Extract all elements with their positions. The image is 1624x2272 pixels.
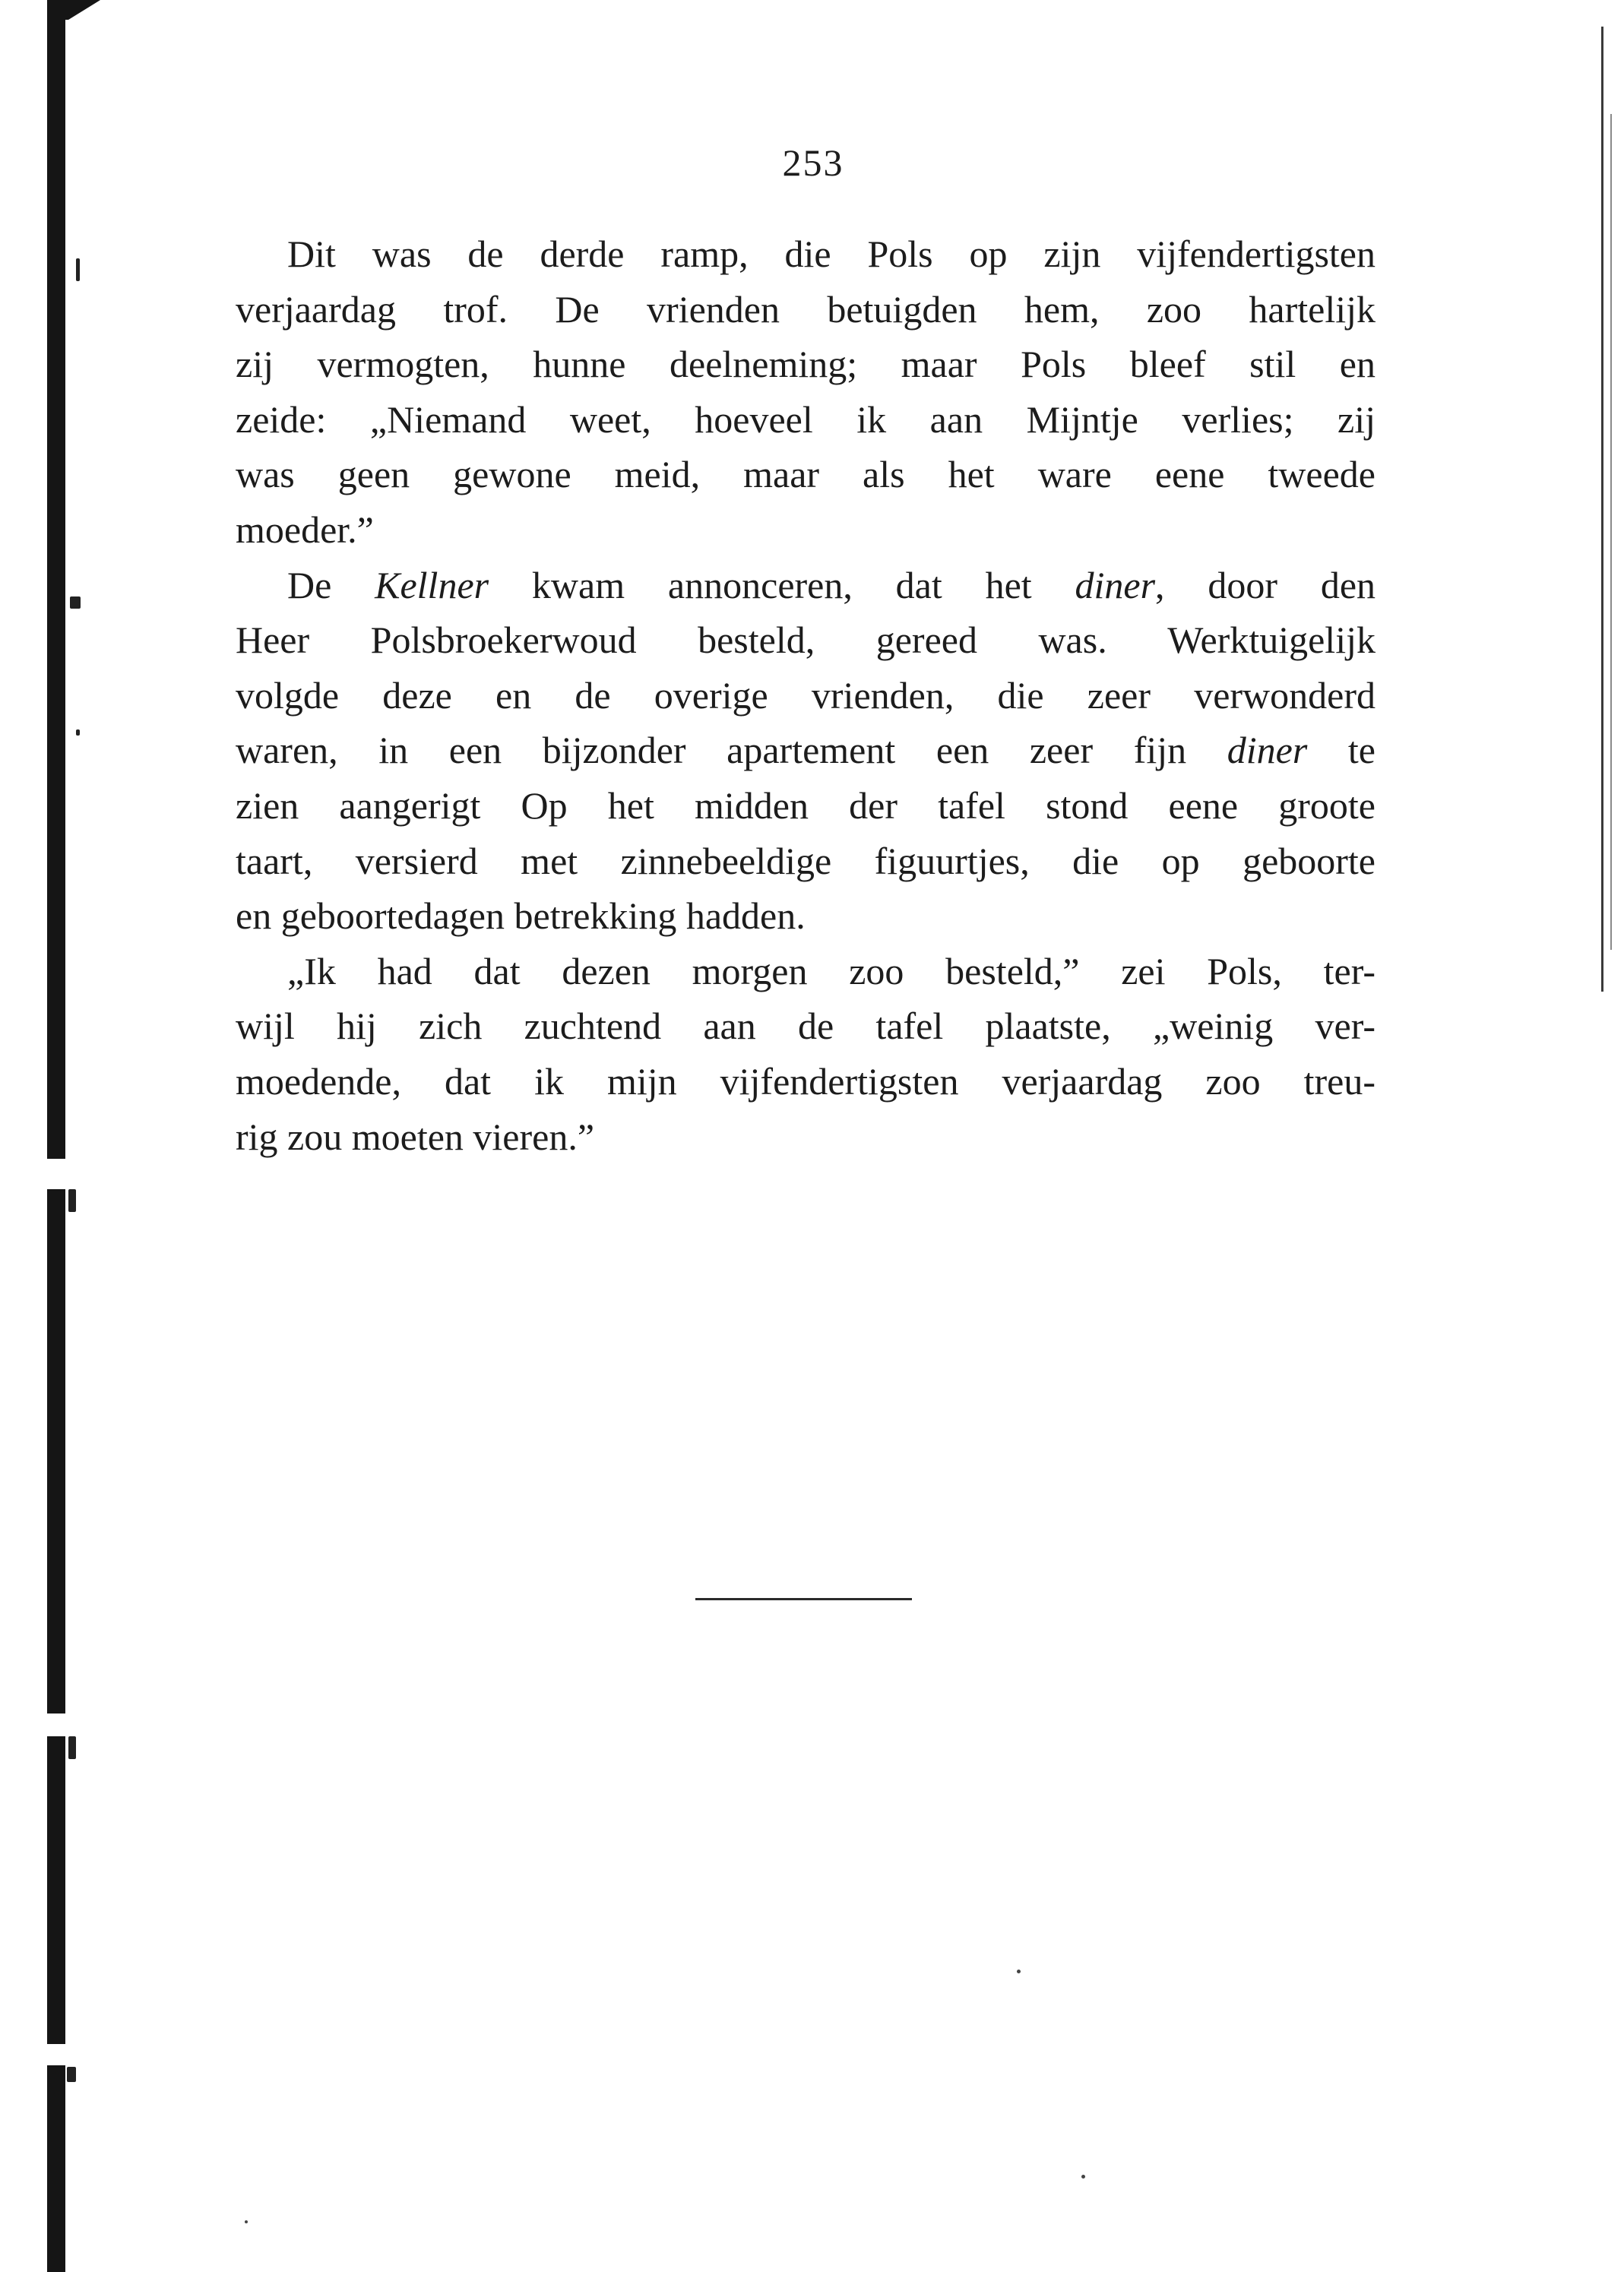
margin-mark [68, 1736, 76, 1759]
text-line: rig zou moeten vieren.” [236, 1115, 595, 1158]
binding-edge-gap [44, 1713, 68, 1736]
text-run: , door den [1155, 563, 1376, 606]
page-number: 253 [782, 141, 844, 184]
paper-speck [1017, 1970, 1021, 1973]
italic-term: diner [1075, 563, 1156, 606]
text-run: kwam annonceren, dat het [489, 563, 1075, 606]
section-end-rule [695, 1598, 912, 1600]
right-margin-line [1610, 114, 1612, 950]
text-line: en geboortedagen betrekking hadden. [236, 894, 806, 938]
text-line: verjaardag trof. De vrienden betuigden hem, zoo hartelijk [236, 287, 1375, 331]
text-line: Heer Polsbroekerwoud besteld, gereed was. Werktuigelijk [236, 619, 1375, 662]
text-run: De [287, 563, 375, 606]
binding-edge-corner [47, 0, 100, 20]
text-line: taart, versierd met zinnebeeldige figuurtjes, die op geboorte [236, 839, 1375, 882]
text-line: zeide: „Niemand weet, hoeveel ik aan Mijntje verlies; zij [236, 397, 1375, 441]
text-run: te [1307, 729, 1375, 772]
text-line: moedende, dat ik mijn vijfendertigsten verjaardag zoo treu- [236, 1059, 1375, 1103]
italic-term: Kellner [375, 563, 489, 606]
paper-speck [245, 2220, 248, 2223]
paper-speck [1081, 2175, 1085, 2179]
text-line: Dit was de derde ramp, die Pols op zijn vijfendertigsten [287, 233, 1375, 275]
binding-edge-gap [44, 1159, 68, 1189]
text-line: zij vermogten, hunne deelneming; maar Pols bleef stil en [236, 343, 1375, 386]
text-line: „Ik had dat dezen morgen zoo besteld,” zei Pols, ter- [287, 949, 1375, 992]
text-line: zien aangerigt Op het midden der tafel stond eene groote [236, 783, 1375, 827]
margin-mark [76, 258, 80, 281]
margin-mark [68, 1189, 76, 1212]
text-line [236, 723, 1375, 778]
binding-edge-gap [44, 2044, 68, 2065]
text-line: wijl hij zich zuchtend aan de tafel plaatste, „weinig ver- [236, 1005, 1375, 1048]
margin-mark [76, 729, 80, 736]
text-line: was geen gewone meid, maar als het ware eene tweede [236, 453, 1375, 496]
right-margin-line [1601, 27, 1603, 992]
binding-edge [47, 0, 65, 2272]
text-line: moeder.” [236, 508, 374, 551]
margin-mark [70, 596, 81, 609]
italic-term: diner [1227, 729, 1308, 772]
body-text [236, 226, 1375, 1164]
text-line [236, 558, 1375, 613]
text-run: waren, in een bijzonder apartement een zeer fijn [236, 729, 1227, 772]
margin-mark [67, 2067, 76, 2082]
text-line: volgde deze en de overige vrienden, die zeer verwonderd [236, 673, 1375, 717]
